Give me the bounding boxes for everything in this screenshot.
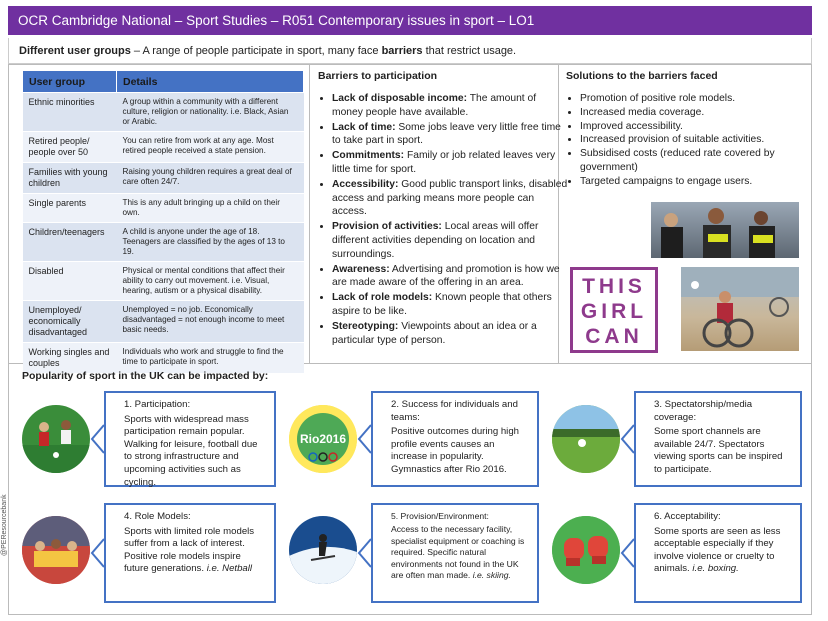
logo-line: THIS — [582, 275, 646, 298]
solutions-title: Solutions to the barriers faced — [566, 70, 718, 82]
rio-text: Rio2016 — [299, 432, 347, 446]
card-body: Access to the necessary facility, specialist equipment or coaching is required. Specific natural environments not found in the UK are often man made. — [391, 524, 525, 581]
card-example: i.e. Netball — [206, 563, 253, 575]
list-item: • Subsidised costs (reduced rate covered by government) — [580, 147, 820, 175]
barrier-text: The amount of money people have available. — [332, 93, 537, 118]
table-row — [23, 300, 304, 342]
table-row — [23, 222, 304, 261]
barriers-list — [316, 92, 568, 348]
logo-line: CAN — [585, 325, 643, 348]
details-cell: You can retire from work at any age. Most retired people received a state pension. — [117, 132, 304, 163]
barrier-term: Lack of role models: — [332, 292, 433, 304]
barrier-term: Provision of activities: — [332, 221, 442, 233]
card-title: 6. Acceptability: — [654, 511, 721, 522]
barrier-text: Known people that others aspire to be like. — [332, 292, 552, 317]
details-cell: Unemployed = no job. Economically disadvantaged = not enough income to meet basic needs. — [117, 300, 304, 342]
card-participation — [104, 391, 276, 487]
netball-image — [22, 516, 90, 584]
card-body: Positive outcomes during high profile events causes an increase in popularity. Gymnastics after Rio 2016. — [391, 426, 519, 475]
card-acceptability — [634, 503, 802, 603]
card-success — [371, 391, 539, 487]
barrier-term: Accessibility: — [332, 178, 399, 190]
card-example: i.e. skiing. — [472, 570, 511, 581]
group-cell: Single parents — [23, 193, 117, 222]
card-title: 3. Spectatorship/media coverage: — [654, 399, 753, 423]
golf-image — [552, 405, 620, 473]
group-cell: Retired people/ people over 50 — [23, 132, 117, 163]
list-item — [332, 149, 568, 177]
table-row — [23, 93, 304, 132]
table-row — [23, 342, 304, 373]
barrier-text: Advertising and promotion is how we are made aware of the offering in an area. — [332, 263, 560, 289]
card-title: 4. Role Models: — [124, 511, 191, 522]
page-title: OCR Cambridge National – Sport Studies – R051 Contemporary issues in sport – LO1 — [8, 6, 812, 35]
table-row — [23, 193, 304, 222]
group-cell: Working singles and couples — [23, 342, 117, 373]
card-title: 2. Success for individuals and teams: — [391, 399, 518, 423]
list-item — [332, 178, 568, 219]
list-item: • Increased provision of suitable activities. — [580, 133, 820, 147]
barrier-text: Viewpoints about an idea or a particular type of person. — [332, 320, 537, 346]
table-row — [23, 261, 304, 300]
kick-it-out-illustration — [651, 202, 799, 258]
subtitle — [8, 38, 812, 64]
watermark: @PEResourcebank — [1, 494, 8, 556]
list-item — [332, 220, 568, 261]
card-role-models — [104, 503, 276, 603]
table-header-group: User group — [23, 71, 117, 93]
subtitle-bold-2: barriers — [381, 45, 423, 57]
list-item — [332, 92, 568, 120]
barrier-text: Good public transport links, disabled access and parking means more people can access. — [332, 178, 568, 218]
table-row — [23, 132, 304, 163]
card-provision — [371, 503, 539, 603]
barrier-text: Some jobs leave very little free time to take part in sport. — [332, 121, 561, 147]
logo-line: GIRL — [580, 300, 648, 323]
card-body: Some sport channels are available 24/7. Spectators viewing sports can be inspired to participate. — [654, 426, 783, 475]
details-cell: Physical or mental conditions that affect their ability to carry out movement. i.e. Visual, hearing, autism or a physical disability. — [117, 261, 304, 300]
subtitle-end: that restrict usage. — [422, 45, 517, 57]
table-header-details: Details — [117, 71, 304, 93]
golf-illustration — [552, 405, 620, 473]
this-girl-can-logo — [570, 267, 658, 353]
details-cell: Individuals who work and struggle to find the time to participate in sport. — [117, 342, 304, 373]
card-body: Sports with widespread mass participation remain popular. Walking for leisure, football due to strong infrastructure and upcoming activities such as cycling. — [124, 413, 258, 488]
kick-it-out-photo — [651, 202, 799, 258]
netball-illustration — [22, 516, 90, 584]
details-cell: A child is anyone under the age of 18. Teenagers are classified by the ages of 13 to 19. — [117, 222, 304, 261]
barrier-term: Awareness: — [332, 263, 390, 275]
group-cell: Ethnic minorities — [23, 93, 117, 132]
list-item: • Increased media coverage. — [580, 106, 820, 120]
card-body: Some sports are seen as less acceptable especially if they involve violence or cruelty to animals. — [654, 525, 781, 575]
boxing-image — [552, 516, 620, 584]
table-row — [23, 162, 304, 193]
solutions-list — [564, 92, 820, 189]
group-cell: Unemployed/ economically disadvantaged — [23, 300, 117, 342]
barrier-term: Lack of time: — [332, 121, 396, 133]
list-item — [332, 291, 568, 319]
boxing-illustration — [552, 516, 620, 584]
wheelchair-illustration — [681, 267, 799, 351]
skiing-image — [289, 516, 357, 584]
barrier-text: Local areas will offer different activities depending on location and surroundings. — [332, 221, 539, 260]
barriers-title: Barriers to participation — [318, 70, 438, 82]
details-cell: A group within a community with a different culture, religion or nationality. i.e. Black, Asian or Arabic. — [117, 93, 304, 132]
group-cell: Children/teenagers — [23, 222, 117, 261]
group-cell: Disabled — [23, 261, 117, 300]
football-image — [22, 405, 90, 473]
details-cell: Raising young children requires a great deal of care often 24/7. — [117, 162, 304, 193]
list-item — [332, 263, 568, 291]
card-body: Sports with limited role models suffer from a lack of interest. Positive role models inspire future generations. — [124, 525, 255, 575]
barrier-term: Stereotyping: — [332, 320, 399, 332]
rio-2016-logo — [289, 405, 357, 473]
barrier-term: Commitments: — [332, 150, 405, 162]
card-title: 5. Provision/Environment: — [391, 511, 489, 521]
card-spectatorship — [634, 391, 802, 487]
list-item — [332, 121, 568, 149]
rio-illustration — [289, 405, 357, 473]
football-illustration — [22, 405, 90, 473]
list-item: • Promotion of positive role models. — [580, 92, 820, 106]
list-item: • Targeted campaigns to engage users. — [580, 175, 820, 189]
card-example: i.e. boxing. — [692, 563, 739, 575]
user-group-table — [22, 70, 304, 374]
list-item: • Improved accessibility. — [580, 120, 820, 134]
subtitle-text: – A range of people participate in sport, many face — [130, 45, 382, 57]
subtitle-bold: Different user groups — [19, 45, 131, 57]
card-title: 1. Participation: — [124, 399, 191, 410]
wheelchair-sport-photo — [681, 267, 799, 351]
popularity-title: Popularity of sport in the UK can be impacted by: — [22, 370, 269, 382]
group-cell: Families with young children — [23, 162, 117, 193]
skiing-illustration — [289, 516, 357, 584]
list-item — [332, 320, 568, 348]
barrier-text: Family or job related leaves very little time for sport. — [332, 150, 556, 175]
details-cell: This is any adult bringing up a child on their own. — [117, 193, 304, 222]
barrier-term: Lack of disposable income: — [332, 93, 468, 104]
